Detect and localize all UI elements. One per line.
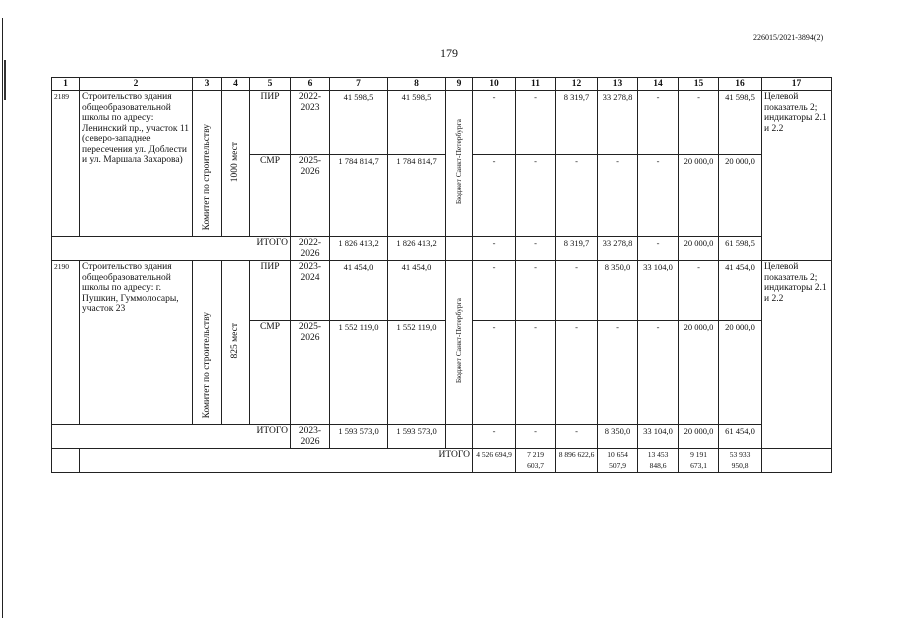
- table-row: [52, 261, 832, 321]
- value-col15: 20 000,0: [679, 321, 719, 425]
- target-indicator: Целевой показатель 2; индикаторы 2.1 и 2.2: [762, 91, 832, 261]
- value-col16: 61 598,5: [719, 237, 762, 261]
- value-col10: -: [473, 237, 516, 261]
- value-col13: 8 350,0: [598, 261, 638, 321]
- subtotal-label: ИТОГО: [52, 237, 291, 261]
- subtotal-period: 2023-2026: [291, 425, 330, 449]
- stage-period: 2025-2026: [291, 321, 330, 425]
- value-col12: -: [556, 155, 598, 237]
- col-header: 16: [719, 78, 762, 91]
- document-number: 226015/2021-3894(2): [753, 33, 824, 42]
- target-indicator: Целевой показатель 2; индикаторы 2.1 и 2.2: [762, 261, 832, 449]
- funding-cell: Бюджет Санкт-Петербурга: [446, 261, 473, 425]
- col-header: 11: [516, 78, 556, 91]
- value-col7: 41 454,0: [330, 261, 388, 321]
- col-header: 15: [679, 78, 719, 91]
- col-header: 14: [638, 78, 679, 91]
- value-col11: -: [516, 91, 556, 155]
- value-col13: -: [598, 321, 638, 425]
- value-col10: -: [473, 321, 516, 425]
- value-col10: -: [473, 91, 516, 155]
- empty-cell: [52, 449, 80, 473]
- column-number-row: [52, 78, 832, 91]
- stage-type: ПИР: [250, 91, 291, 155]
- value-col15: -: [679, 91, 719, 155]
- value-col7: 1 784 814,7: [330, 155, 388, 237]
- value-col15: 9 191 673,1: [679, 449, 719, 473]
- value-col16: 20 000,0: [719, 321, 762, 425]
- value-col13: -: [598, 155, 638, 237]
- value-col14: -: [638, 321, 679, 425]
- value-col16: 41 598,5: [719, 91, 762, 155]
- value-col11: -: [516, 321, 556, 425]
- subtotal-period: 2022-2026: [291, 237, 330, 261]
- object-name: Строительство здания общеобразовательной школы по адресу: Ленинский пр., участок 11 (северо-западнее пересечения ул. Доблести и ул. Маршала Захарова): [80, 91, 193, 237]
- value-col11: -: [516, 261, 556, 321]
- value-col8: 1 552 119,0: [388, 321, 446, 425]
- customer-cell: Комитет по строительству: [193, 261, 222, 425]
- stage-type: СМР: [250, 321, 291, 425]
- value-col10: -: [473, 425, 516, 449]
- table-row: [52, 91, 832, 155]
- value-col13: 33 278,8: [598, 91, 638, 155]
- value-col8: 41 598,5: [388, 91, 446, 155]
- value-col14: -: [638, 91, 679, 155]
- capacity-cell: 1000 мест: [222, 91, 250, 237]
- value-col15: 20 000,0: [679, 237, 719, 261]
- empty-cell: [446, 237, 473, 261]
- value-col12: -: [556, 261, 598, 321]
- stage-period: 2025-2026: [291, 155, 330, 237]
- value-col15: 20 000,0: [679, 155, 719, 237]
- grand-total-row: [52, 449, 832, 473]
- value-col11: -: [516, 237, 556, 261]
- value-col8: 1 826 413,2: [388, 237, 446, 261]
- col-header: 3: [193, 78, 222, 91]
- scan-edge-line: [2, 18, 3, 618]
- value-col16: 20 000,0: [719, 155, 762, 237]
- subtotal-row: [52, 237, 832, 261]
- value-col12: -: [556, 425, 598, 449]
- page-number: 179: [440, 46, 458, 60]
- value-col10: -: [473, 261, 516, 321]
- value-col13: 10 654 507,9: [598, 449, 638, 473]
- value-col15: -: [679, 261, 719, 321]
- value-col12: -: [556, 321, 598, 425]
- stage-period: 2022-2023: [291, 91, 330, 155]
- value-col10: 4 526 694,9: [473, 449, 516, 473]
- value-col10: -: [473, 155, 516, 237]
- col-header: 4: [222, 78, 250, 91]
- value-col12: 8 319,7: [556, 91, 598, 155]
- value-col14: 33 104,0: [638, 425, 679, 449]
- object-id: 2189: [52, 91, 80, 237]
- grand-total-label: ИТОГО: [80, 449, 473, 473]
- value-col14: 13 453 848,6: [638, 449, 679, 473]
- empty-cell: [446, 425, 473, 449]
- value-col7: 1 552 119,0: [330, 321, 388, 425]
- value-col14: -: [638, 155, 679, 237]
- stage-period: 2023-2024: [291, 261, 330, 321]
- col-header: 12: [556, 78, 598, 91]
- value-col8: 1 784 814,7: [388, 155, 446, 237]
- stage-type: ПИР: [250, 261, 291, 321]
- col-header: 8: [388, 78, 446, 91]
- col-header: 1: [52, 78, 80, 91]
- stage-type: СМР: [250, 155, 291, 237]
- value-col13: 8 350,0: [598, 425, 638, 449]
- value-col7: 1 826 413,2: [330, 237, 388, 261]
- col-header: 13: [598, 78, 638, 91]
- value-col16: 61 454,0: [719, 425, 762, 449]
- value-col7: 41 598,5: [330, 91, 388, 155]
- col-header: 10: [473, 78, 516, 91]
- value-col14: -: [638, 237, 679, 261]
- col-header: 5: [250, 78, 291, 91]
- col-header: 2: [80, 78, 193, 91]
- value-col11: 7 219 603,7: [516, 449, 556, 473]
- object-id: 2190: [52, 261, 80, 425]
- value-col12: 8 896 622,6: [556, 449, 598, 473]
- value-col16: 41 454,0: [719, 261, 762, 321]
- subtotal-row: [52, 425, 832, 449]
- value-col7: 1 593 573,0: [330, 425, 388, 449]
- value-col8: 1 593 573,0: [388, 425, 446, 449]
- program-table: [51, 77, 832, 473]
- empty-cell: [762, 449, 832, 473]
- value-col13: 33 278,8: [598, 237, 638, 261]
- value-col14: 33 104,0: [638, 261, 679, 321]
- value-col15: 20 000,0: [679, 425, 719, 449]
- value-col16: 53 933 950,8: [719, 449, 762, 473]
- subtotal-label: ИТОГО: [52, 425, 291, 449]
- col-header: 6: [291, 78, 330, 91]
- funding-cell: Бюджет Санкт-Петербурга: [446, 91, 473, 237]
- value-col12: 8 319,7: [556, 237, 598, 261]
- value-col11: -: [516, 155, 556, 237]
- col-header: 9: [446, 78, 473, 91]
- object-name: Строительство здания общеобразовательной школы по адресу: г. Пушкин, Гуммолосары, участок 23: [80, 261, 193, 425]
- value-col11: -: [516, 425, 556, 449]
- col-header: 17: [762, 78, 832, 91]
- col-header: 7: [330, 78, 388, 91]
- scan-edge-mark: [4, 60, 6, 100]
- capacity-cell: 825 мест: [222, 261, 250, 425]
- value-col8: 41 454,0: [388, 261, 446, 321]
- customer-cell: Комитет по строительству: [193, 91, 222, 237]
